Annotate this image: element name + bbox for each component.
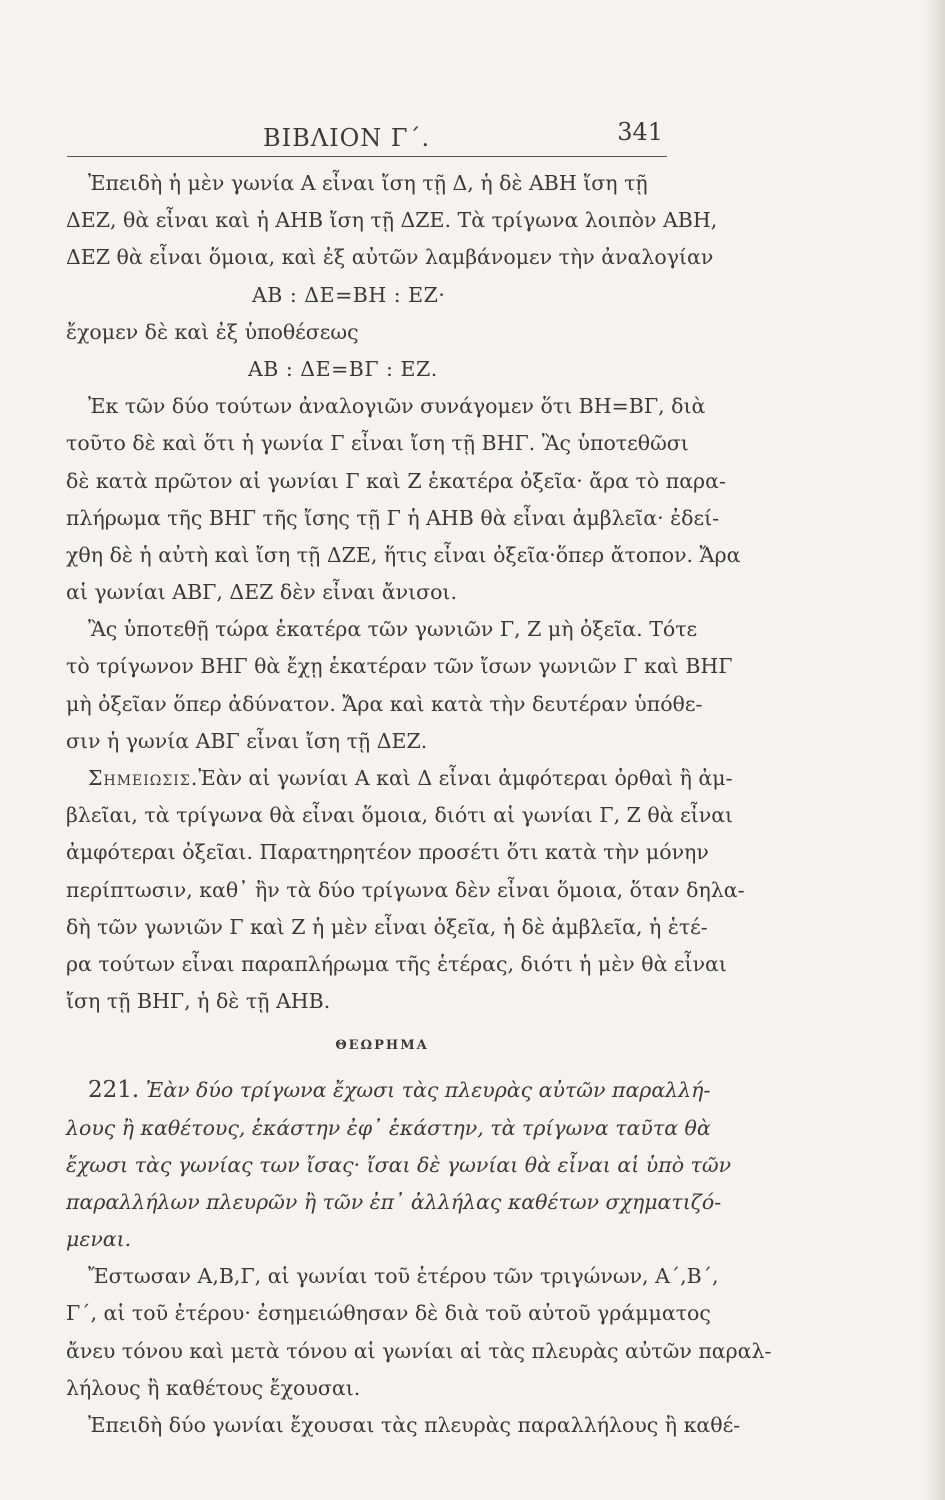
note-label: Σημειωσισ. [88,766,199,790]
text-line: μὴ ὀξεῖαν ὅπερ ἀδύνατον. Ἄρα καὶ κατὰ τὴν δευτέραν ὑπόθε- [66,691,703,716]
theorem-heading: ΘΕΩΡΗΜΑ [335,1038,429,1054]
running-head: ΒΙΒΛΙΟΝ Γ΄. [263,124,431,152]
text-line: σιν ἡ γωνία ΑΒΓ εἶναι ἴση τῇ ΔΕΖ. [66,728,428,753]
text-line: Ἂς ὑποτεθῇ τώρα ἑκατέρα τῶν γωνιῶν Γ, Ζ μὴ ὀξεῖα. Τότε [88,617,698,642]
text-line: λήλους ἢ καθέτους ἔχουσαι. [66,1375,361,1400]
text-line: ΔΕΖ, θὰ εἶναι καὶ ἡ ΑΗΒ ἴση τῇ ΔΖΕ. Τὰ τρίγωνα λοιπὸν ΑΒΗ, [66,208,718,233]
text-line: τὸ τρίγωνον ΒΗΓ θὰ ἔχῃ ἑκατέραν τῶν ἴσων γωνιῶν Γ καὶ ΒΗΓ [66,654,733,679]
text-line: δὲ κατὰ πρῶτον αἱ γωνίαι Γ καὶ Ζ ἑκατέρα ὀξεῖα· ἄρα τὸ παρα- [66,468,726,493]
text-line: Ἐκ τῶν δύο τούτων ἀναλογιῶν συνάγομεν ὅτι ΒΗ=ΒΓ, διὰ [88,394,706,419]
text-line: ΔΕΖ θὰ εἶναι ὅμοια, καὶ ἐξ αὐτῶν λαμβάνομεν τὴν ἀναλογίαν [66,245,714,270]
text-line: περίπτωσιν, καθ᾽ ἣν τὰ δύο τρίγωνα δὲν εἶναι ὅμοια, ὅταν δηλα- [66,877,745,902]
page-edge [923,0,945,1500]
page-header [65,118,675,158]
text-line: ρα τούτων εἶναι παραπλήρωμα τῆς ἑτέρας, διότι ἡ μὲν θὰ εἶναι [66,951,727,976]
note-first-line [66,760,733,797]
text-line: αἱ γωνίαι ΑΒΓ, ΔΕΖ δὲν εἶναι ἄνισοι. [66,580,457,605]
text-line: δὴ τῶν γωνιῶν Γ καὶ Ζ ἡ μὲν εἶναι ὀξεῖα, ἡ δὲ ἀμβλεῖα, ἡ ἑτέ- [66,914,708,939]
text-line: ἀμφότεραι ὀξεῖαι. Παρατηρητέον προσέτι ὅτι κατὰ τὴν μόνην [66,840,709,865]
equation: ΑΒ : ΔΕ=ΒΓ : ΕΖ. [248,356,438,381]
text-line: Ἐπειδὴ ἡ μὲν γωνία Α εἶναι ἴση τῇ Δ, ἡ δὲ ΑΒΗ ἴση τῇ [88,171,648,195]
text-line: Ἐπειδὴ δύο γωνίαι ἔχουσαι τὰς πλευρὰς παραλλήλους ἢ καθέ- [88,1413,741,1437]
text-line: χθη δὲ ἡ αὐτὴ καὶ ἴση τῇ ΔΖΕ, ἥτις εἶναι ὀξεῖα·ὅπερ ἄτοπον. Ἄρα [66,542,741,567]
page-number: 341 [617,118,663,146]
text-line: τοῦτο δὲ καὶ ὅτι ἡ γωνία Γ εἶναι ἴση τῇ ΒΗΓ. Ἂς ὑποτεθῶσι [66,431,689,456]
text-line: ἔχομεν δὲ καὶ ἐξ ὑποθέσεως [66,319,359,344]
page-body [66,165,772,1444]
header-rule [67,156,667,157]
theorem-line: ἔχωσι τὰς γωνίας των ἴσας· ἴσαι δὲ γωνίαι θὰ εἶναι αἱ ὑπὸ τῶν [66,1152,732,1177]
equation: ΑΒ : ΔΕ=ΒΗ : ΕΖ· [252,282,446,307]
theorem-number: 221. [88,1077,140,1104]
theorem-line: μεναι. [66,1227,132,1252]
theorem-line: λους ἢ καθέτους, ἑκάστην ἐφ᾽ ἑκάστην, τὰ τρίγωνα ταῦτα θὰ [66,1115,711,1140]
text-line: Γ΄, αἱ τοῦ ἑτέρου· ἐσημειώθησαν δὲ διὰ τοῦ αὐτοῦ γράμματος [66,1301,711,1326]
theorem-first-line [66,1072,711,1109]
note-text: Ἐὰν αἱ γωνίαι Α καὶ Δ εἶναι ἀμφότεραι ὀρθαὶ ἢ ἀμ- [198,766,733,790]
text-line: βλεῖαι, τὰ τρίγωνα θὰ εἶναι ὅμοια, διότι αἱ γωνίαι Γ, Ζ θὰ εἶναι [66,803,734,828]
text-line: Ἔστωσαν Α,Β,Γ, αἱ γωνίαι τοῦ ἑτέρου τῶν τριγώνων, Α΄,Β΄, [88,1264,719,1289]
text-line: ἴση τῇ ΒΗΓ, ἡ δὲ τῇ ΑΗΒ. [66,989,331,1014]
text-line: πλήρωμα τῆς ΒΗΓ τῆς ἴσης τῇ Γ ἡ ΑΗΒ θὰ εἶναι ἀμβλεῖα· ἐδεί- [66,505,720,530]
text-line: ἄνευ τόνου καὶ μετὰ τόνου αἱ γωνίαι αἱ τὰς πλευρὰς αὐτῶν παραλ- [66,1338,772,1363]
theorem-line: παραλλήλων πλευρῶν ἢ τῶν ἐπ᾽ ἀλλήλας καθέτων σχηματιζό- [66,1189,722,1214]
theorem-text: Ἐὰν δύο τρίγωνα ἔχωσι τὰς πλευρὰς αὐτῶν παραλλή- [145,1078,711,1103]
